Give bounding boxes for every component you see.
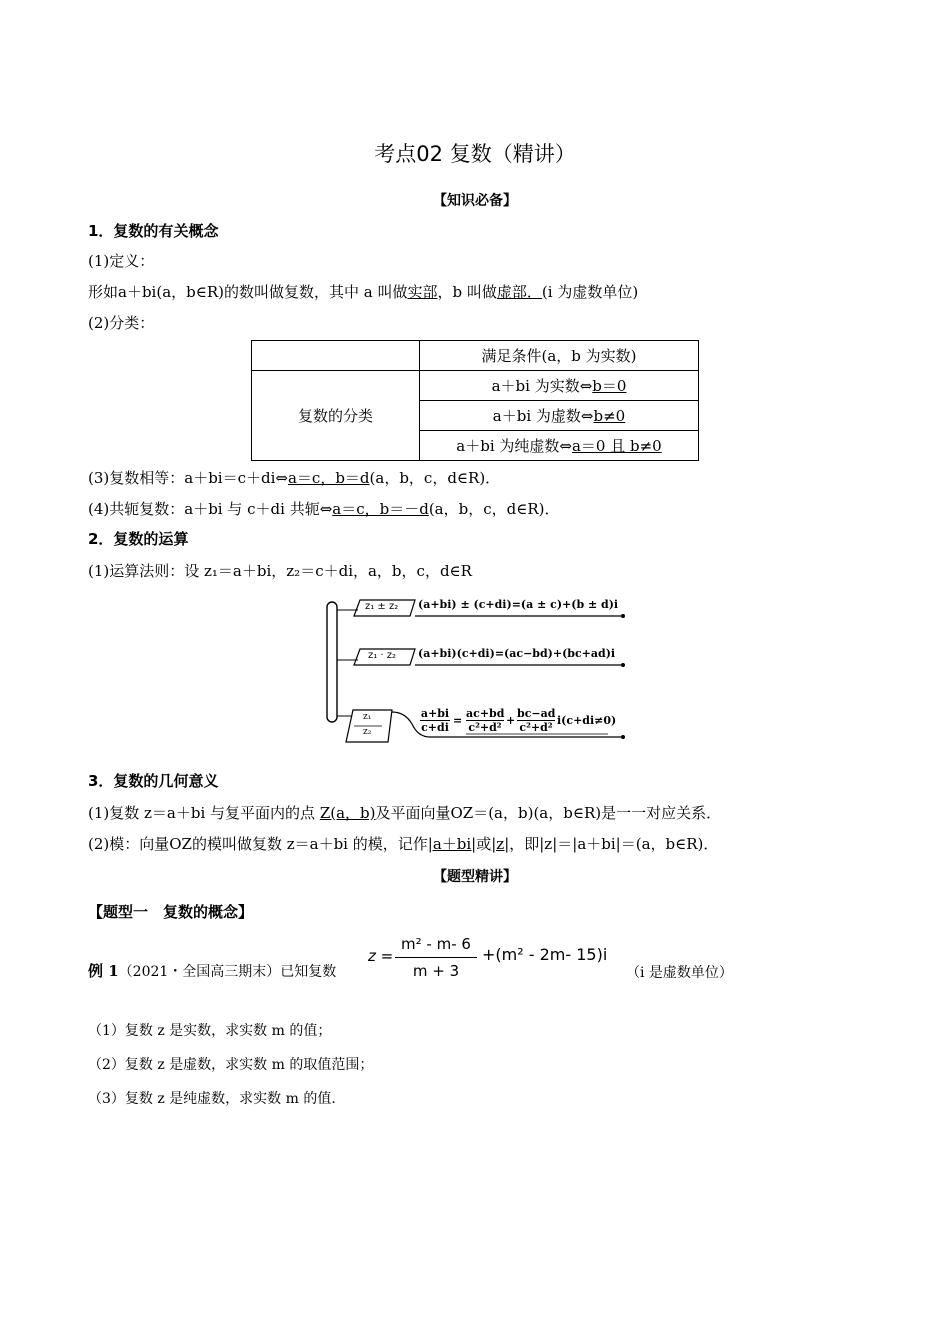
example-1: 例 1（2021・全国高三期末）已知复数 — [88, 962, 337, 980]
section-1-heading: 1．复数的有关概念 — [88, 222, 219, 240]
definition-text: 形如a＋bi(a，b∈R)的数叫做复数，其中 a 叫做实部，b 叫做虚部．(i 为虚数单位) — [88, 283, 639, 301]
table-header: 满足条件(a，b 为实数) — [420, 341, 699, 371]
example-formula: m² - m- 6 m + 3 — [395, 935, 477, 980]
real-part-term: 实部 — [407, 283, 438, 301]
product-formula: (a+bi)(c+di)=(ac−bd)+(bc+ad)i — [418, 647, 616, 660]
classification-table — [251, 340, 699, 461]
equality-line: (3)复数相等：a＋bi＝c＋di⇔a＝c，b＝d(a，b，c，d∈R)． — [88, 469, 501, 487]
classification-label: (2)分类： — [88, 314, 155, 332]
section-3-heading: 3．复数的几何意义 — [88, 772, 219, 790]
quotient-den: z₂ — [363, 727, 372, 737]
modulus-line: (2)模：向量OZ的模叫做复数 z＝a＋bi 的模，记作|a＋bi|或|z|，即|z|＝|a＋bi|＝(a，b∈R)． — [88, 835, 719, 853]
geometry-line-1: (1)复数 z＝a＋bi 与复平面内的点 Z(a，b)及平面向量OZ＝(a，b)(a，b∈R)是一一对应关系． — [88, 804, 722, 822]
types-heading: 【题型精讲】 — [433, 869, 517, 885]
section-2-heading: 2．复数的运算 — [88, 530, 189, 548]
example-note: （i 是虚数单位） — [626, 965, 733, 981]
question-2: （2）复数 z 是虚数，求实数 m 的取值范围； — [88, 1057, 374, 1073]
conjugate-line: (4)共轭复数：a＋bi 与 c＋di 共轭⇔a＝c，b＝－d(a，b，c，d∈R)． — [88, 500, 560, 518]
sum-formula: (a+bi) ± (c+di)=(a ± c)+(b ± d)i — [418, 598, 619, 611]
product-label: z₁ · z₂ — [368, 650, 397, 661]
operation-rule: (1)运算法则：设 z₁＝a＋bi，z₂＝c＋di，a，b，c，d∈R — [88, 562, 472, 580]
page-title: 考点02 复数（精讲） — [374, 142, 576, 166]
table-row: a＋bi 为虚数⇔b≠0 — [420, 401, 699, 431]
knowledge-heading: 【知识必备】 — [433, 193, 517, 209]
imag-part-term: 虚部． — [496, 283, 542, 301]
definition-label: (1)定义： — [88, 252, 155, 270]
table-left-cell: 复数的分类 — [252, 371, 420, 461]
quotient-num: z₁ — [363, 712, 372, 722]
quotient-formula: a+bi c+di — [420, 707, 450, 734]
table-row: a＋bi 为实数⇔b＝0 — [420, 371, 699, 401]
table-row: a＋bi 为纯虚数⇔a＝0 且 b≠0 — [420, 431, 699, 461]
question-1: （1）复数 z 是实数，求实数 m 的值； — [88, 1023, 332, 1039]
type-1-heading: 【题型一 复数的概念】 — [88, 903, 254, 921]
question-3: （3）复数 z 是纯虚数，求实数 m 的值. — [88, 1091, 336, 1107]
sum-label: z₁ ± z₂ — [365, 601, 399, 612]
